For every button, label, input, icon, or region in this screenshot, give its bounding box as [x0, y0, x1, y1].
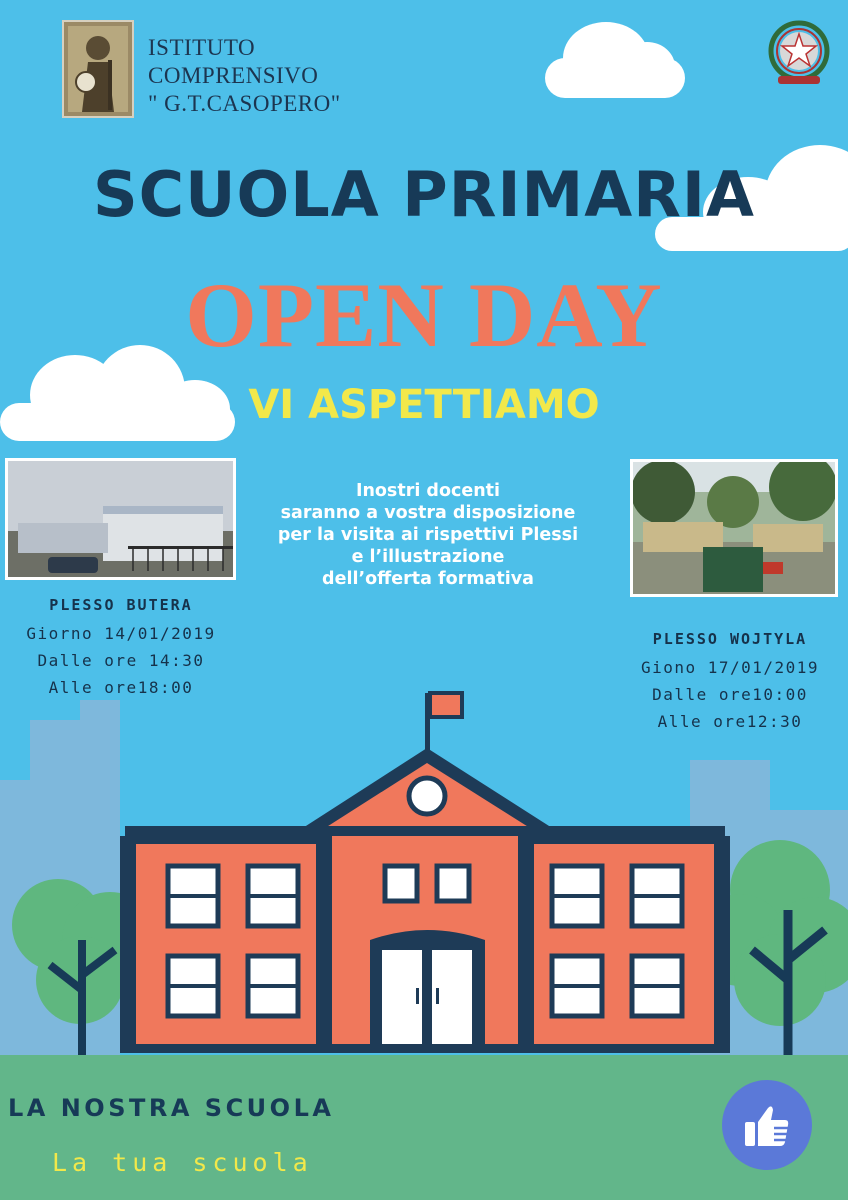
plesso-butera-from: Dalle ore 14:30 [37, 651, 205, 670]
plesso-butera-name: PLESSO BUTERA [49, 596, 193, 614]
photo-plesso-butera [5, 458, 236, 580]
plesso-butera-day: Giorno 14/01/2019 [26, 624, 216, 643]
institute-logo [62, 20, 134, 118]
plesso-wojtyla-name: PLESSO WOJTYLA [652, 630, 808, 648]
plesso-wojtyla-from: Dalle ore10:00 [652, 685, 808, 704]
institute-line-2: COMPRENSIVO [148, 63, 319, 88]
institute-name [148, 34, 341, 118]
footer-subslogan: La tua scuola [52, 1148, 313, 1177]
plesso-butera-to: Alle ore18:00 [48, 678, 194, 697]
plesso-wojtyla-day: Giono 17/01/2019 [640, 658, 820, 677]
footer-slogan: LA NOSTRA SCUOLA [8, 1094, 335, 1122]
cloud-top-right [545, 18, 685, 98]
plesso-butera-info [0, 596, 242, 701]
event-title: OPEN DAY [185, 264, 663, 366]
plesso-wojtyla-to: Alle ore12:30 [657, 712, 803, 731]
page-title: SCUOLA PRIMARIA [92, 158, 755, 231]
tagline: VI ASPETTIAMO [248, 382, 600, 428]
institute-line-1: ISTITUTO [148, 35, 256, 60]
school-building [120, 688, 730, 1060]
thumbs-up-icon [742, 1100, 792, 1150]
invite-text: Inostri docenti saranno a vostra disposizione per la visita ai rispettivi Plessi e l’illustrazione dell’offerta formativa [277, 481, 579, 589]
institute-line-3: " G.T.CASOPERO" [148, 91, 341, 116]
photo-plesso-wojtyla [630, 459, 838, 597]
grass-band [0, 1055, 848, 1200]
like-button[interactable] [722, 1080, 812, 1170]
republic-emblem-icon [768, 20, 830, 88]
